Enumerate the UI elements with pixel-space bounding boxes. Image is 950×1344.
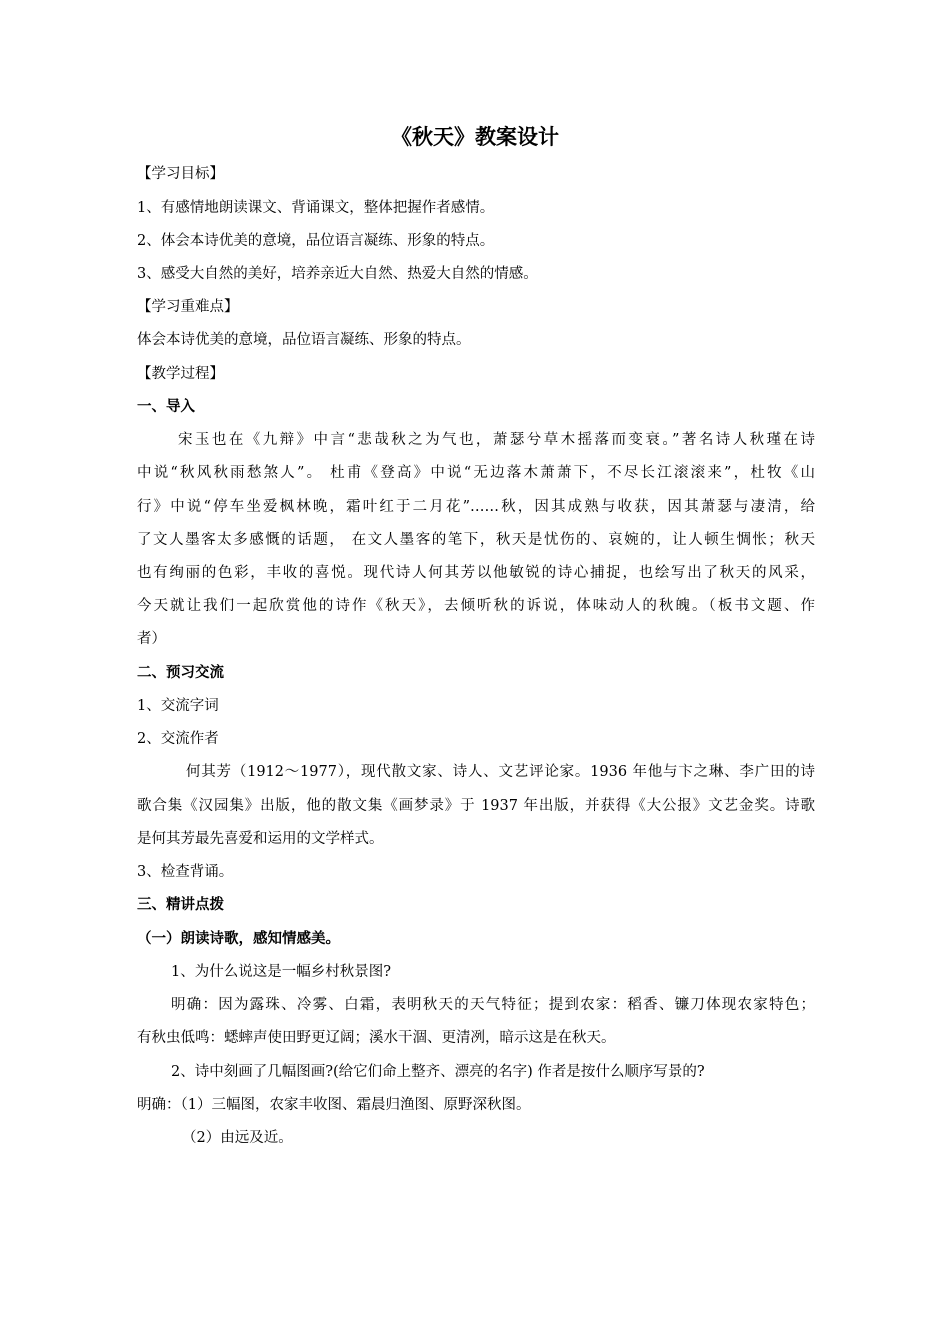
intro-paragraph-line: 者） [137, 631, 166, 647]
intro-paragraph-line: 也有绚丽的色彩，丰收的喜悦。现代诗人何其芳以他敏锐的诗心捕捉，也绘写出了秋天的风采， [137, 565, 815, 581]
intro-paragraph-line: 宋玉也在《九辩》中言“悲哉秋之为气也，萧瑟兮草木摇落而变衰。”著名诗人秋瑾在诗 [178, 432, 815, 448]
goal-item-1: 1、有感情地朗读课文、背诵课文，整体把握作者感情。 [137, 200, 495, 216]
question-1: 1、为什么说这是一幅乡村秋景图? [171, 964, 391, 980]
author-paragraph-line: 是何其芳最先喜爱和运用的文学样式。 [137, 831, 384, 847]
exchange-item-3: 3、检查背诵。 [137, 864, 234, 880]
answer-2-line: （2）由远及近。 [182, 1130, 293, 1146]
subheading-reading: （一）朗读诗歌，感知情感美。 [137, 930, 340, 947]
intro-paragraph-line: 今天就让我们一起欣赏他的诗作《秋天》，去倾听秋的诉说，体味动人的秋魄。（板书文题、作 [137, 598, 815, 614]
document-title: 《秋天》教案设计 [391, 124, 559, 149]
heading-introduction: 一、导入 [137, 398, 195, 415]
goal-item-2: 2、体会本诗优美的意境，品位语言凝练、形象的特点。 [137, 233, 495, 249]
author-paragraph-line: 何其芳（1912～1977），现代散文家、诗人、文艺评论家。1936 年他与卞之琳、李广田的诗 [186, 764, 815, 780]
goal-item-3: 3、感受大自然的美好，培养亲近大自然、热爱大自然的情感。 [137, 266, 538, 282]
key-points-text: 体会本诗优美的意境，品位语言凝练、形象的特点。 [137, 332, 471, 348]
heading-key-explanation: 三、精讲点拨 [137, 896, 224, 913]
intro-paragraph-line: 行》中说“停车坐爱枫林晚，霜叶红于二月花”……秋，因其成熟与收获，因其萧瑟与凄清，给 [137, 499, 815, 515]
exchange-item-2: 2、交流作者 [137, 731, 219, 747]
section-heading-key-points: 【学习重难点】 [137, 299, 239, 315]
exchange-item-1: 1、交流字词 [137, 698, 219, 714]
intro-paragraph-line: 中说“秋风秋雨愁煞人”。 杜甫《登高》中说“无边落木萧萧下，不尽长江滚滚来”，杜牧《山 [137, 465, 815, 481]
answer-1-line: 有秋虫低鸣：蟋蟀声使田野更辽阔；溪水干涸、更清冽，暗示这是在秋天。 [137, 1030, 616, 1046]
section-heading-teaching-process: 【教学过程】 [137, 366, 224, 382]
answer-1-line: 明确：因为露珠、冷雾、白霜，表明秋天的天气特征；提到农家：稻香、镰刀体现农家特色； [171, 997, 815, 1013]
answer-2-line: 明确：（1）三幅图，农家丰收图、霜晨归渔图、原野深秋图。 [137, 1097, 531, 1113]
intro-paragraph-line: 了文人墨客太多感慨的话题， 在文人墨客的笔下，秋天是忧伤的、哀婉的，让人顿生惆怅；秋天 [137, 532, 815, 548]
section-heading-learning-goals: 【学习目标】 [137, 166, 224, 182]
question-2: 2、诗中刻画了几幅图画?(给它们命上整齐、漂亮的名字) 作者是按什么顺序写景的? [171, 1064, 705, 1080]
heading-preview-exchange: 二、预习交流 [137, 664, 224, 681]
author-paragraph-line: 歌合集《汉园集》出版，他的散文集《画梦录》于 1937 年出版，并获得《大公报》文艺金奖。诗歌 [137, 798, 815, 814]
